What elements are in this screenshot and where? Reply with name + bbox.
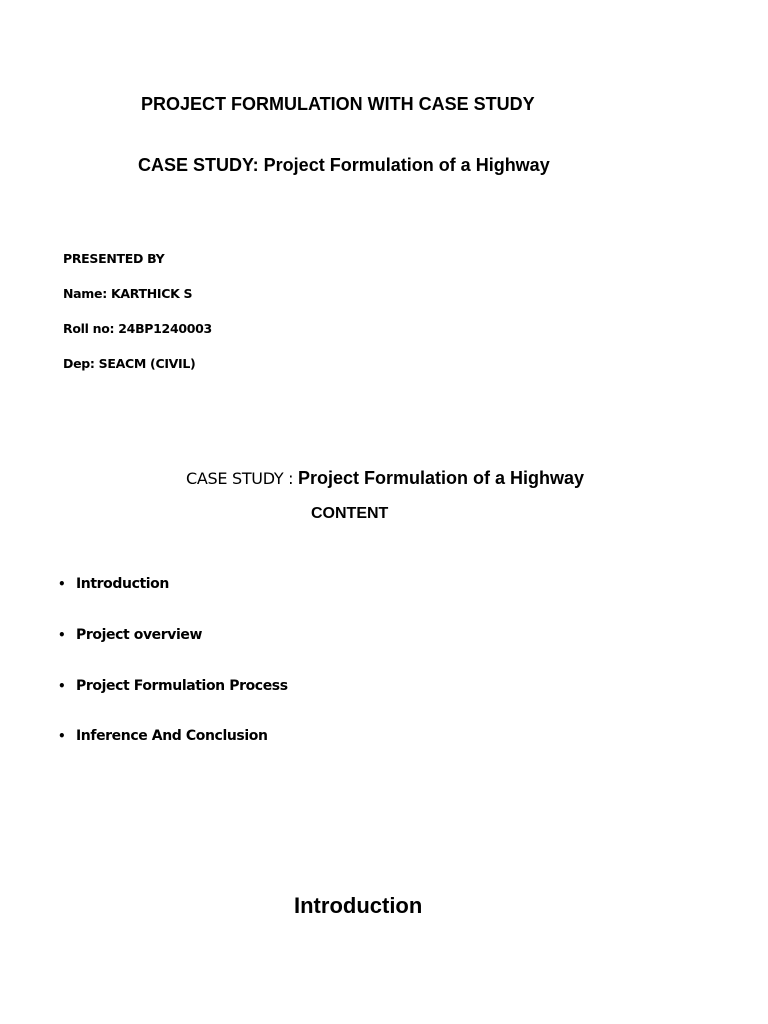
case-study-prefix: CASE STUDY : — [186, 469, 298, 488]
document-title: PROJECT FORMULATION WITH CASE STUDY — [141, 94, 535, 114]
toc-item-inference-and-conclusion — [58, 728, 268, 744]
toc-item-label: Introduction — [76, 576, 169, 592]
contents-case-study-heading — [186, 468, 584, 489]
content-heading: CONTENT — [311, 505, 389, 522]
presented-by-heading: PRESENTED BY — [63, 251, 165, 266]
presenter-department: Dep: SEACM (CIVIL) — [63, 356, 196, 371]
presenter-roll-number: Roll no: 24BP1240003 — [63, 321, 212, 336]
toc-item-label: Project Formulation Process — [76, 678, 288, 694]
toc-item-project-formulation-process — [58, 678, 288, 694]
case-study-title: CASE STUDY: Project Formulation of a Highway — [138, 155, 550, 175]
toc-item-label: Inference And Conclusion — [76, 728, 268, 744]
bullet-icon: • — [58, 679, 66, 693]
bullet-icon: • — [58, 577, 66, 591]
bullet-icon: • — [58, 628, 66, 642]
bullet-icon: • — [58, 729, 66, 743]
toc-item-introduction — [58, 576, 169, 592]
presenter-name: Name: KARTHICK S — [63, 286, 193, 301]
case-study-subject: Project Formulation of a Highway — [298, 468, 585, 488]
toc-item-label: Project overview — [76, 627, 203, 643]
toc-item-project-overview — [58, 627, 202, 643]
introduction-heading: Introduction — [294, 893, 423, 918]
